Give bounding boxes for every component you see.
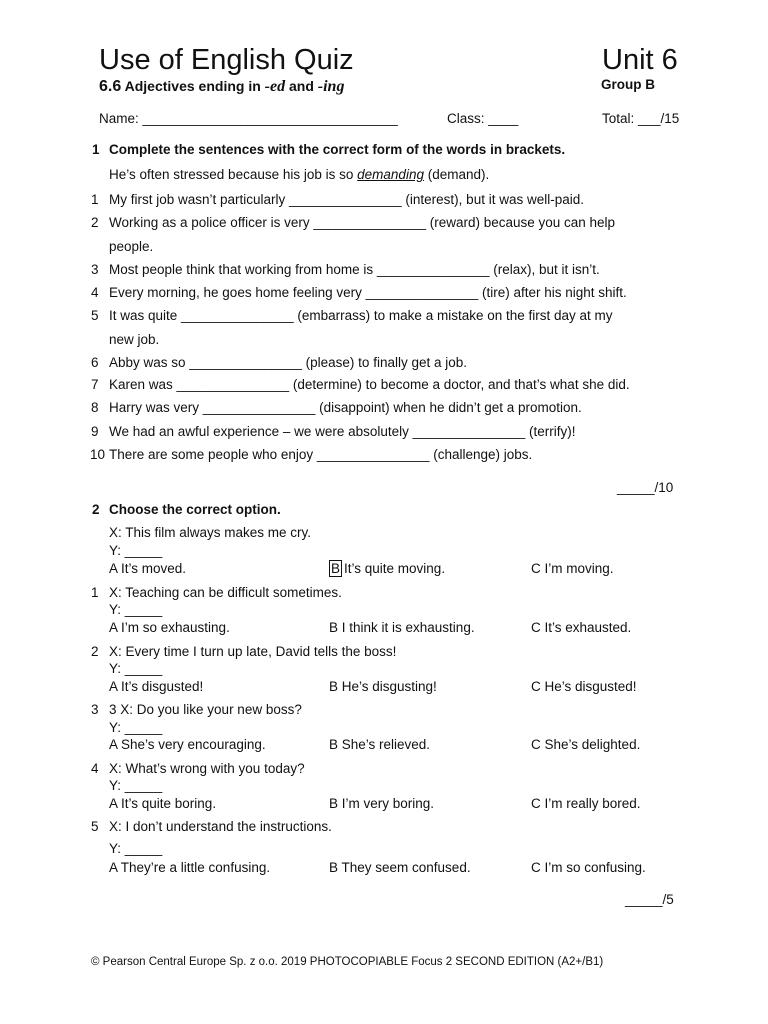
item-sentence: Karen was _______________ (determine) to become a doctor, and that’s what she did.	[109, 377, 630, 392]
section1-score: _____/10	[617, 480, 674, 495]
option-b: B He’s disgusting!	[329, 679, 437, 694]
footer-copyright: © Pearson Central Europe Sp. z o.o. 2019 PHOTOCOPIABLE Focus 2 SECOND EDITION (A2+/B1)	[91, 956, 604, 968]
section1-number: 1	[92, 142, 100, 157]
example-question: X: This film always makes me cry.	[109, 525, 312, 540]
item-sentence: Abby was so _______________ (please) to finally get a job.	[109, 355, 468, 370]
option-c: C He’s disgusted!	[531, 679, 637, 694]
item-number: 9	[91, 424, 99, 439]
question-number: 5	[91, 819, 99, 834]
subtitle-ed: -ed	[264, 78, 286, 95]
item-sentence: Every morning, he goes home feeling very _______________ (tire) after his night shift.	[109, 285, 627, 300]
question-number: 4	[91, 761, 99, 776]
item-number: 7	[91, 377, 99, 392]
subtitle-ing: -ing	[317, 78, 345, 95]
subtitle-and: and	[288, 78, 314, 94]
item-sentence: Harry was very _______________ (disappoint) when he didn’t get a promotion.	[109, 400, 582, 415]
item-number: 5	[91, 308, 99, 323]
quiz-title: Use of English Quiz	[99, 44, 354, 76]
option-b: B They seem confused.	[329, 860, 471, 875]
option-a: A They’re a little confusing.	[109, 860, 271, 875]
section2-number: 2	[92, 502, 100, 517]
item-number: 8	[91, 400, 99, 415]
example-reply-blank: Y: _____	[109, 543, 163, 558]
option-a: A It’s disgusted!	[109, 679, 204, 694]
option-c: C It’s exhausted.	[531, 620, 632, 635]
option-a: A I’m so exhausting.	[109, 620, 230, 635]
subtitle-text: Adjectives ending in	[124, 78, 261, 94]
class-field[interactable]: Class: ____	[447, 111, 519, 126]
item-sentence: It was quite _______________ (embarrass) to make a mistake on the first day at my	[109, 308, 613, 323]
option-b: B I’m very boring.	[329, 796, 435, 811]
item-sentence: Working as a police officer is very _______________ (reward) because you can help	[109, 215, 616, 230]
item-sentence: new job.	[109, 332, 160, 347]
option-b: B She’s relieved.	[329, 737, 431, 752]
item-number: 3	[91, 262, 99, 277]
option-c: C She’s delighted.	[531, 737, 641, 752]
option-c: C I’m really bored.	[531, 796, 641, 811]
item-sentence: There are some people who enjoy _______________ (challenge) jobs.	[109, 447, 533, 462]
reply-blank: Y: _____	[109, 661, 163, 676]
example-hint: (demand).	[427, 167, 490, 182]
question-number: 2	[91, 644, 99, 659]
question-text: X: What’s wrong with you today?	[109, 761, 305, 776]
question-text: X: Teaching can be difficult sometimes.	[109, 585, 342, 600]
item-sentence: Most people think that working from home is _______________ (relax), but it isn’t.	[109, 262, 600, 277]
example-option-a: A It’s moved.	[109, 561, 187, 576]
example-answer: demanding	[357, 167, 424, 182]
option-a: A She’s very encouraging.	[109, 737, 266, 752]
reply-blank: Y: _____	[109, 841, 163, 856]
example-option-b-text: It’s quite moving.	[344, 561, 446, 576]
group-label: Group B	[601, 77, 655, 92]
subtitle-number: 6.6	[99, 78, 122, 95]
item-number: 10	[90, 447, 106, 462]
item-number: 1	[91, 192, 99, 207]
item-number: 2	[91, 215, 99, 230]
example-text: He’s often stressed because his job is so	[109, 167, 354, 182]
example-option-b	[329, 560, 445, 577]
item-sentence: My first job wasn’t particularly _______________ (interest), but it was well-paid.	[109, 192, 584, 207]
reply-blank: Y: _____	[109, 778, 163, 793]
section1-example	[109, 166, 489, 183]
example-option-c: C I’m moving.	[531, 561, 614, 576]
item-number: 4	[91, 285, 99, 300]
reply-blank: Y: _____	[109, 602, 163, 617]
reply-blank: Y: _____	[109, 720, 163, 735]
question-text: X: I don’t understand the instructions.	[109, 819, 332, 834]
option-a: A It’s quite boring.	[109, 796, 217, 811]
option-c: C I’m so confusing.	[531, 860, 646, 875]
question-text: X: Every time I turn up late, David tells the boss!	[109, 644, 397, 659]
section1-heading: Complete the sentences with the correct form of the words in brackets.	[109, 142, 566, 157]
question-text: 3 X: Do you like your new boss?	[109, 702, 302, 717]
item-sentence: We had an awful experience – we were absolutely _______________ (terrify)!	[109, 424, 576, 439]
question-number: 3	[91, 702, 99, 717]
option-b: B I think it is exhausting.	[329, 620, 475, 635]
item-number: 6	[91, 355, 99, 370]
total-field[interactable]: Total: ___/15	[602, 111, 680, 126]
item-sentence: people.	[109, 239, 154, 254]
selected-answer-box: B	[331, 561, 341, 576]
subtitle	[99, 78, 344, 96]
unit-label: Unit 6	[602, 44, 678, 76]
name-field[interactable]: Name: __________________________________	[99, 111, 398, 126]
question-number: 1	[91, 585, 99, 600]
section2-heading: Choose the correct option.	[109, 502, 281, 517]
section2-score: _____/5	[625, 892, 674, 907]
